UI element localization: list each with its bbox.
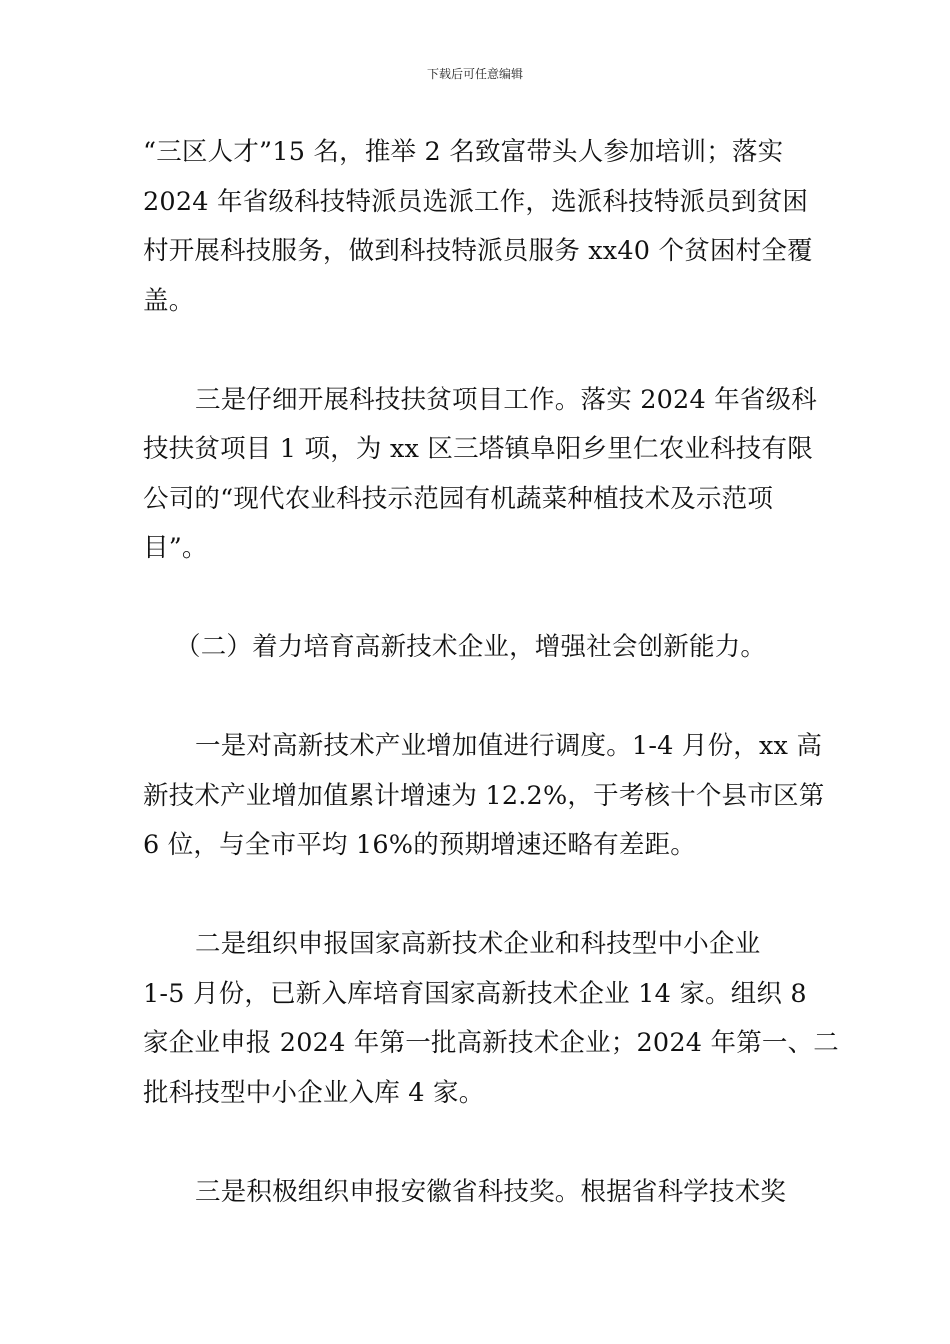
text-line: 批科技型中小企业入库 4 家。	[143, 1077, 485, 1108]
text-line: 2024 年省级科技特派员选派工作，选派科技特派员到贫困	[143, 186, 809, 217]
text-line: 三是积极组织申报安徽省科技奖。根据省科学技术奖	[195, 1176, 787, 1207]
text-line: 1-5 月份，已新入库培育国家高新技术企业 14 家。组织 8	[143, 978, 807, 1009]
text-line: “三区人才”15 名，推举 2 名致富带头人参加培训；落实	[143, 137, 784, 167]
paragraph-hightech-output	[143, 722, 825, 871]
text-line: 新技术产业增加值累计增速为 12.2%，于考核十个县市区第	[143, 780, 825, 811]
text-line: 村开展科技服务，做到科技特派员服务 xx40 个贫困村全覆	[143, 236, 813, 266]
paragraph-poverty-projects	[143, 376, 818, 574]
text-line: 二是组织申报国家高新技术企业和科技型中小企业	[195, 929, 761, 959]
paragraph-talent-training	[143, 128, 813, 326]
page-header-note: 下载后可任意编辑	[426, 67, 523, 81]
paragraph-science-award	[143, 1168, 807, 1218]
text-line: 6 位，与全市平均 16%的预期增速还略有差距。	[143, 830, 696, 860]
text-line: 三是仔细开展科技扶贫项目工作。落实 2024 年省级科	[195, 384, 818, 415]
paragraph-hightech-enterprises	[143, 920, 840, 1118]
text-line: 家企业申报 2024 年第一批高新技术企业；2024 年第一、二	[143, 1028, 840, 1058]
text-line: 一是对高新技术产业增加值进行调度。1-4 月份，xx 高	[195, 731, 823, 761]
text-line: 盖。	[143, 285, 195, 316]
text-line: 公司的“现代农业科技示范园有机蔬菜种植技术及示范项	[143, 483, 774, 514]
text-line: 技扶贫项目 1 项，为 xx 区三塔镇阜阳乡里仁农业科技有限	[143, 434, 813, 464]
document-body	[143, 128, 840, 1267]
section-heading-text: （二）着力培育高新技术企业，增强社会创新能力。	[175, 632, 767, 662]
text-line: 目”。	[143, 533, 208, 563]
section-heading	[143, 623, 807, 673]
